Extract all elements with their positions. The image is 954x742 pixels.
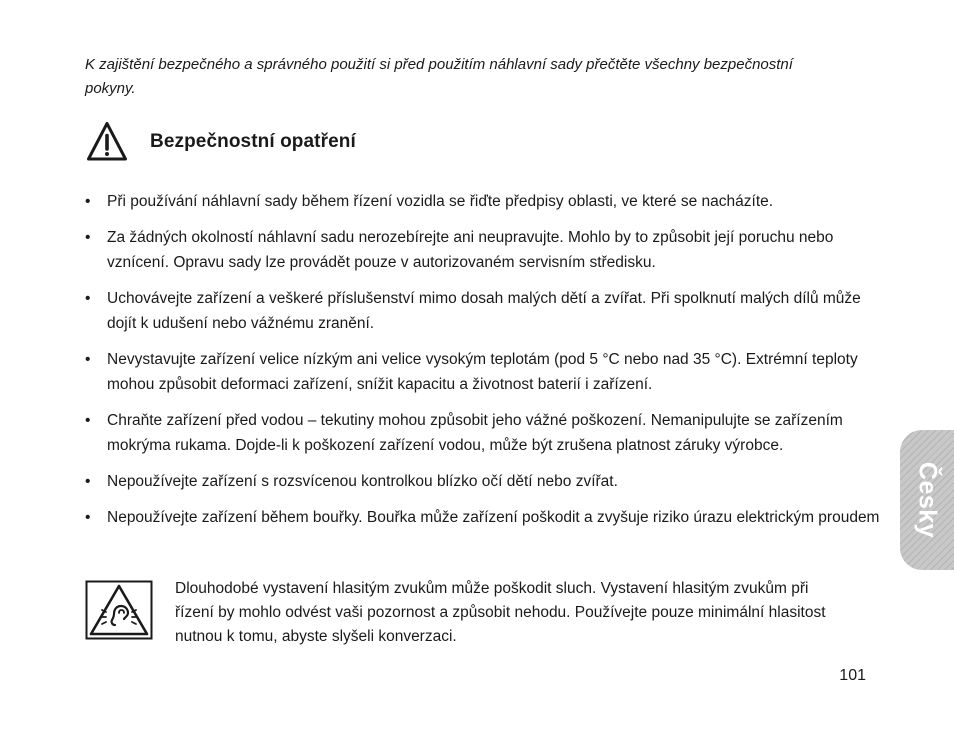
section-title: Bezpečnostní opatření — [150, 131, 356, 152]
hearing-damage-warning-icon — [85, 580, 153, 640]
list-item — [85, 505, 880, 530]
bullet-dot: • — [85, 412, 91, 429]
bullet-dot: • — [85, 290, 91, 307]
list-item — [85, 469, 880, 494]
intro-text: K zajištění bezpečného a správného použití si před použitím náhlavní sady přečtěte všechny bezpečnostní pokyny. — [85, 56, 793, 97]
bullet-dot: • — [85, 193, 91, 210]
language-tab — [900, 430, 954, 570]
hearing-warning — [85, 577, 835, 665]
section-heading — [85, 120, 356, 164]
page-number: 101 — [839, 667, 866, 684]
list-item-text: Nevystavujte zařízení velice nízkým ani velice vysokým teplotám (pod 5 °C nebo nad 35 °C). Extrémní teploty mohou způsobit deformaci zařízení, snížit kapacitu a životnost baterií i zařízení. — [107, 351, 858, 393]
bullet-dot: • — [85, 351, 91, 368]
hearing-warning-text: Dlouhodobé vystavení hlasitým zvukům může poškodit sluch. Vystavení hlasitým zvukům při řízení by mohlo odvést vaši pozornost a způsobit nehodu. Používejte pouze minimální hlasitost nutnou k tomu, abyste slyšeli konverzaci. — [175, 580, 826, 645]
list-item — [85, 347, 880, 397]
list-item-text: Nepoužívejte zařízení během bouřky. Bouřka může zařízení poškodit a zvyšuje riziko úrazu elektrickým proudem — [107, 509, 880, 526]
list-item — [85, 408, 880, 458]
list-item — [85, 189, 880, 214]
bullet-dot: • — [85, 229, 91, 246]
safety-list — [85, 189, 880, 541]
list-item — [85, 286, 880, 336]
list-item-text: Při používání náhlavní sady během řízení vozidla se řiďte předpisy oblasti, ve které se nacházíte. — [107, 193, 774, 210]
bullet-dot: • — [85, 473, 91, 490]
list-item — [85, 225, 880, 275]
language-tab-label: Česky — [913, 461, 942, 539]
warning-triangle-icon — [85, 120, 129, 164]
list-item-text: Chraňte zařízení před vodou – tekutiny mohou způsobit jeho vážné poškození. Nemanipulujte se zařízením mokrýma rukama. Dojde-li k poškození zařízení vodou, může být zrušena platnost záruky výrobce. — [107, 412, 843, 454]
list-item-text: Uchovávejte zařízení a veškeré příslušenství mimo dosah malých dětí a zvířat. Při spolknutí malých dílů může dojít k udušení nebo vážnému zranění. — [107, 290, 861, 332]
list-item-text: Za žádných okolností náhlavní sadu nerozebírejte ani neupravujte. Mohlo by to způsobit její poruchu nebo vznícení. Opravu sady lze provádět pouze v autorizovaném servisním středisku. — [107, 229, 834, 271]
list-item-text: Nepoužívejte zařízení s rozsvícenou kontrolkou blízko očí dětí nebo zvířat. — [107, 473, 618, 490]
bullet-dot: • — [85, 509, 91, 526]
